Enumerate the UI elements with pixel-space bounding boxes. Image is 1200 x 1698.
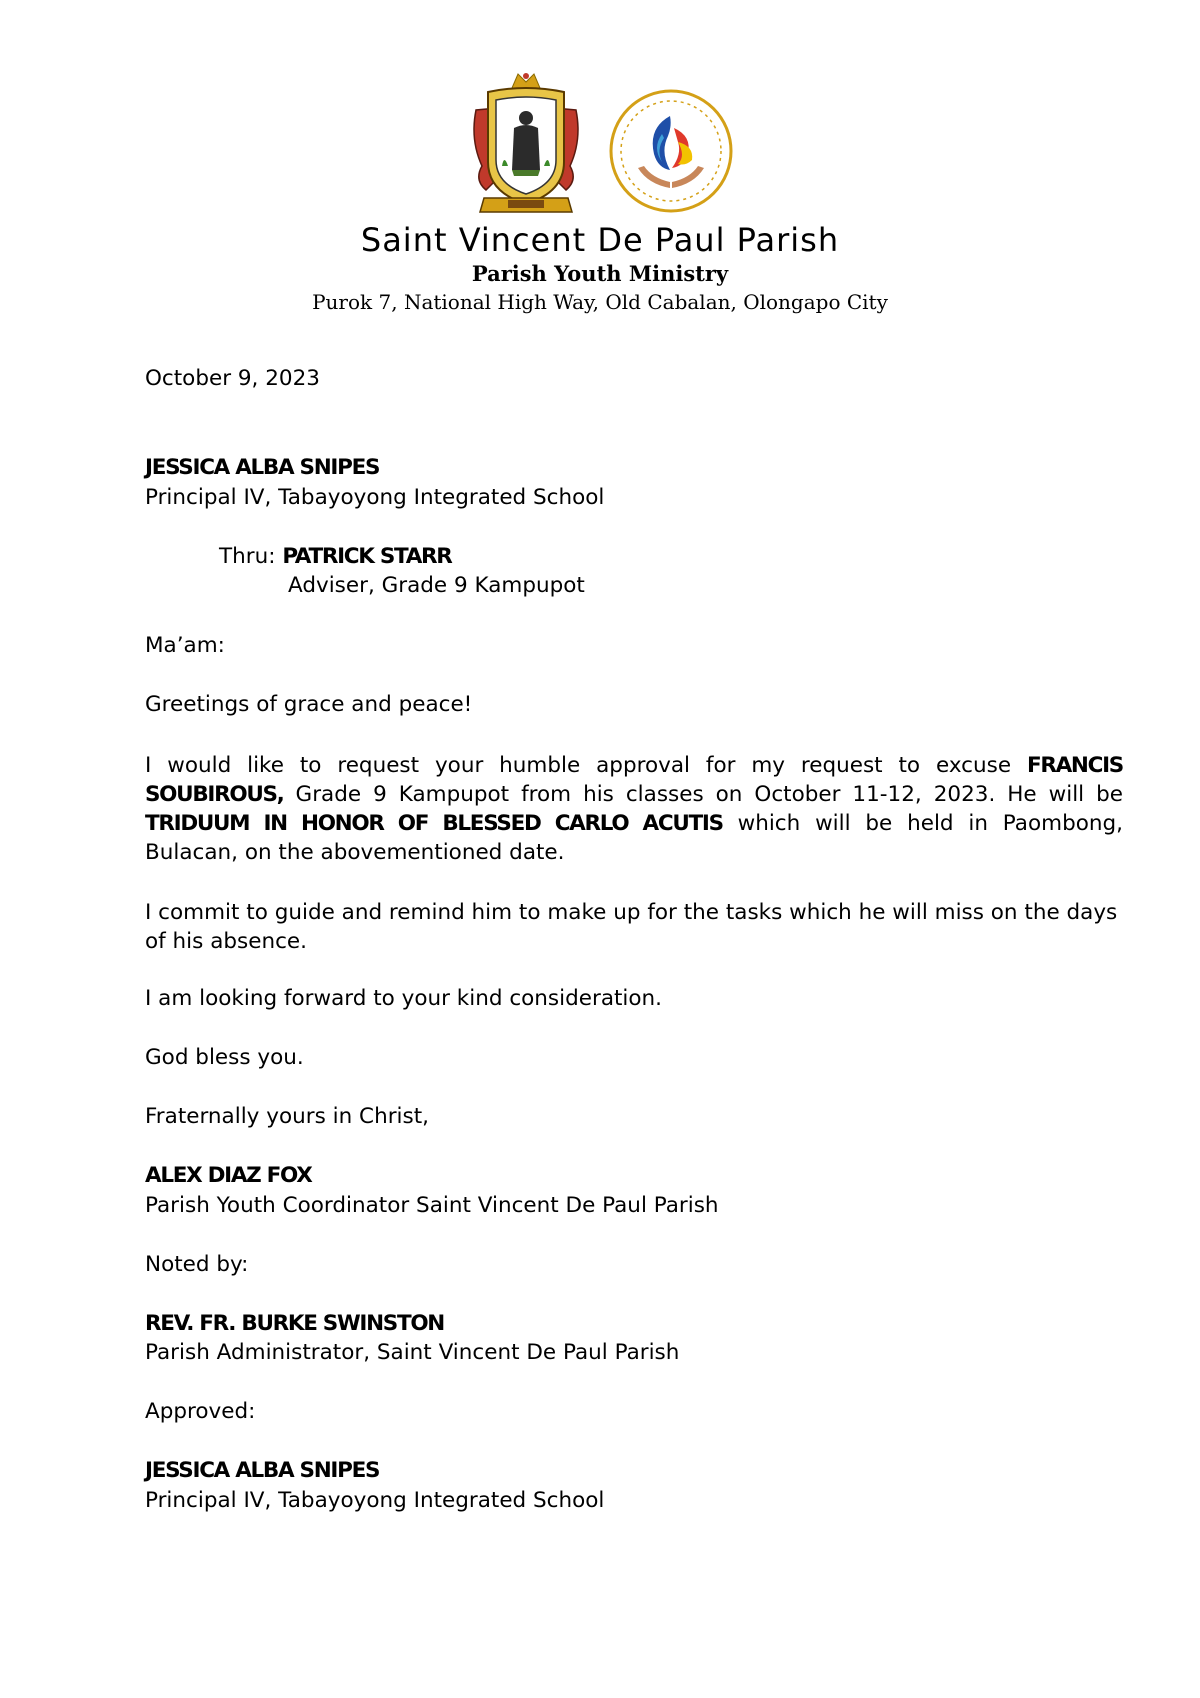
- thru-title: Adviser, Grade 9 Kampupot: [288, 573, 585, 598]
- organization-address: Purok 7, National High Way, Old Cabalan, Olongapo City: [312, 290, 888, 314]
- approved-label: Approved:: [145, 1399, 256, 1424]
- recipient-name: JESSICA ALBA SNIPES: [145, 455, 380, 480]
- request-paragraph: [145, 751, 1123, 867]
- closing-line: Fraternally yours in Christ,: [145, 1104, 429, 1129]
- salutation: Ma’am:: [145, 633, 225, 658]
- sender-title: Parish Youth Coordinator Saint Vincent De Paul Parish: [145, 1193, 719, 1218]
- thru-line: [219, 544, 452, 569]
- parish-crest-logo: [468, 70, 584, 216]
- youth-ministry-logo: [608, 88, 734, 214]
- request-text-1: I would like to request your humble approval for my request to excuse: [145, 753, 1027, 778]
- blessing-paragraph: God bless you.: [145, 1045, 304, 1070]
- noted-name: REV. FR. BURKE SWINSTON: [145, 1311, 445, 1336]
- event-name: TRIDUUM IN HONOR OF BLESSED CARLO ACUTIS: [145, 811, 723, 836]
- request-text-3: which will be held in Paombong, Bulacan, on the abovementioned date.: [145, 811, 1123, 865]
- thru-label: Thru:: [219, 544, 276, 569]
- organization-name: Saint Vincent De Paul Parish: [360, 221, 840, 259]
- student-name: FRANCIS SOUBIROUS,: [145, 753, 1123, 807]
- consideration-paragraph: I am looking forward to your kind consideration.: [145, 986, 663, 1011]
- recipient-title: Principal IV, Tabayoyong Integrated School: [145, 485, 605, 510]
- request-text-2: Grade 9 Kampupot from his classes on October 11-12, 2023. He will be: [283, 782, 1123, 807]
- commitment-paragraph: I commit to guide and remind him to make up for the tasks which he will miss on the days of his absence.: [145, 900, 1118, 954]
- greeting: Greetings of grace and peace!: [145, 692, 473, 717]
- logo-row: [0, 70, 1200, 220]
- letter-date: October 9, 2023: [145, 366, 320, 391]
- approver-name: JESSICA ALBA SNIPES: [145, 1458, 380, 1483]
- noted-label: Noted by:: [145, 1252, 249, 1277]
- ministry-name: Parish Youth Ministry: [471, 261, 729, 286]
- noted-title: Parish Administrator, Saint Vincent De Paul Parish: [145, 1340, 680, 1365]
- sender-name: ALEX DIAZ FOX: [145, 1163, 312, 1188]
- approver-title: Principal IV, Tabayoyong Integrated School: [145, 1488, 605, 1513]
- thru-name: PATRICK STARR: [282, 544, 452, 569]
- letterhead: [0, 220, 1200, 316]
